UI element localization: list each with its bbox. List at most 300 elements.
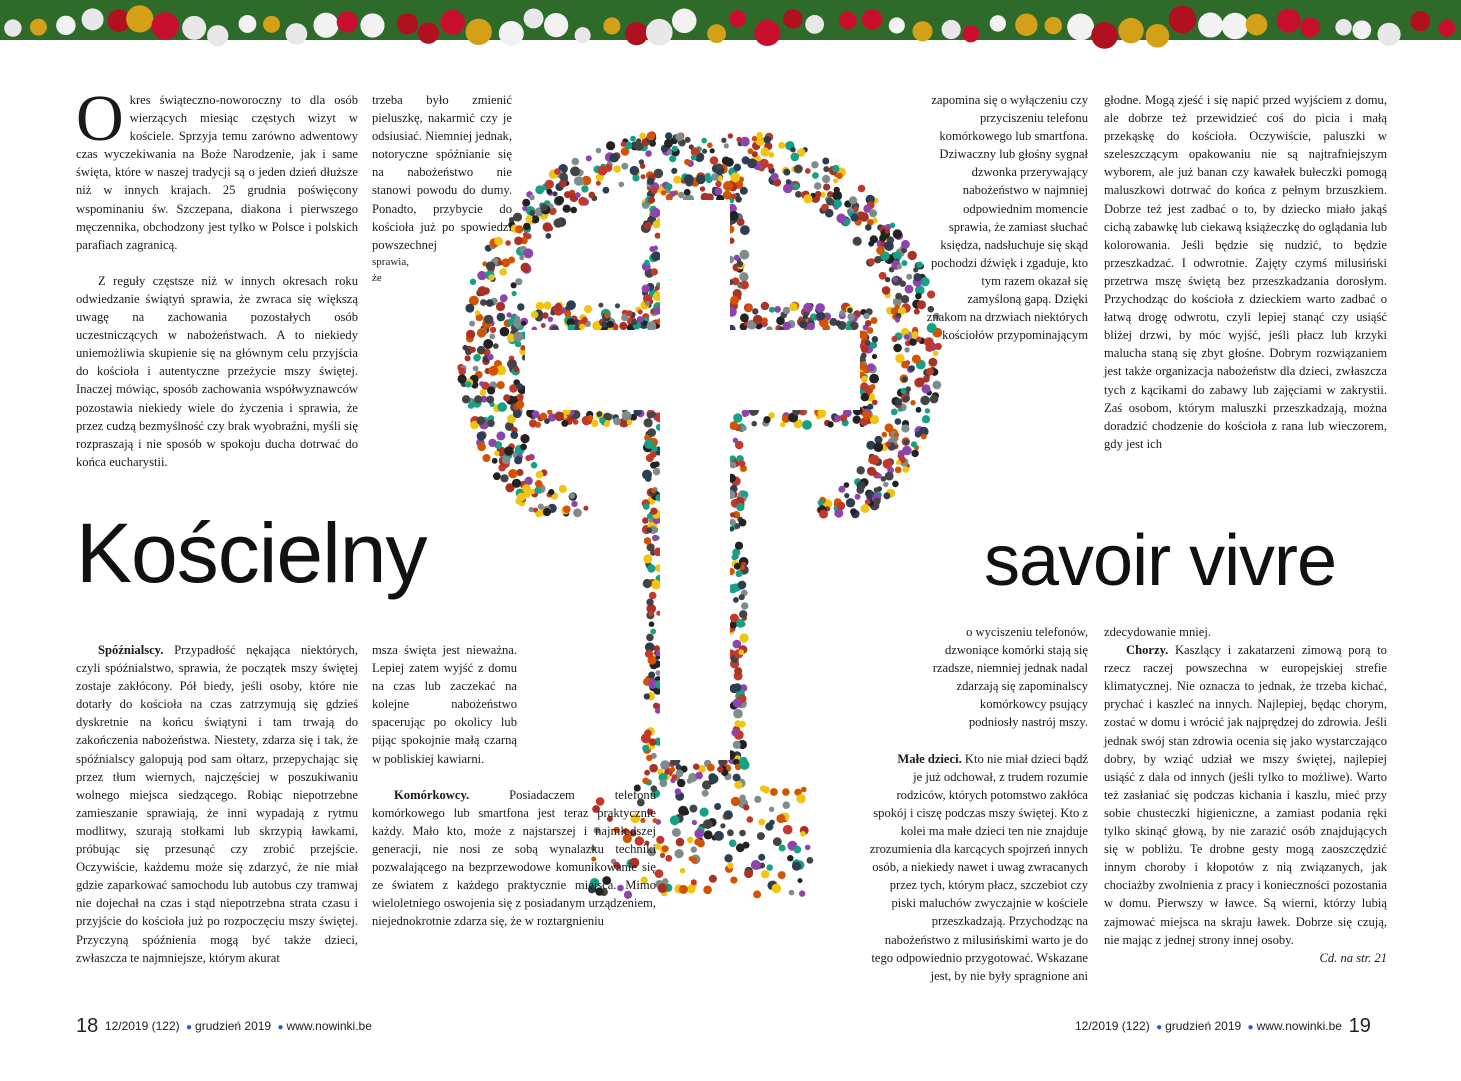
crowd-person: [774, 306, 781, 313]
crowd-person: [547, 409, 552, 414]
issue-number: 12/2019 (122): [1075, 1019, 1150, 1033]
crowd-person: [790, 147, 796, 153]
crowd-person: [587, 415, 593, 421]
crowd-person: [740, 225, 750, 235]
crowd-person: [883, 492, 890, 499]
crowd-person: [819, 510, 828, 519]
crowd-person: [517, 303, 524, 310]
crowd-person: [639, 133, 646, 140]
ornament-ball: [82, 8, 104, 30]
crowd-person: [475, 310, 480, 315]
crowd-person: [863, 411, 872, 420]
crowd-person: [920, 396, 930, 406]
crowd-person: [658, 883, 668, 893]
crowd-person: [675, 788, 682, 795]
paragraph: trzeba było zmienić pieluszkę, nakarmić czy je odsiusiać. Niemniej jednak, notoryczne spóźnianie się na nabożeństwo nie stanowi powodu do dumy. Ponadto, przybycie do kościoła już po spowiedzi powszechnej: [372, 93, 512, 252]
ornament-ball: [1246, 14, 1268, 36]
crowd-person: [751, 421, 757, 427]
crowd-person: [483, 339, 493, 349]
crowd-person: [669, 155, 676, 162]
crowd-person: [928, 358, 937, 367]
crowd-person: [792, 862, 801, 871]
crowd-person: [514, 456, 522, 464]
crowd-person: [647, 178, 654, 185]
crowd-person: [758, 854, 765, 861]
crowd-person: [727, 862, 733, 868]
crowd-person: [724, 810, 733, 819]
column-8: [1104, 623, 1387, 967]
crowd-person: [733, 774, 741, 782]
crowd-person: [694, 838, 701, 845]
crowd-person: [769, 807, 774, 812]
crowd-person: [531, 311, 538, 318]
crowd-person: [540, 413, 548, 421]
crowd-person: [744, 869, 753, 878]
crowd-person: [771, 173, 779, 181]
ornament-ball: [418, 22, 439, 43]
website-link[interactable]: www.nowinki.be: [286, 1019, 372, 1033]
crowd-person: [648, 611, 654, 617]
crowd-person: [763, 786, 770, 793]
crowd-person: [861, 393, 869, 401]
crowd-person: [783, 801, 791, 809]
crowd-person: [532, 411, 540, 419]
crowd-person: [758, 819, 765, 826]
crowd-person: [696, 175, 706, 185]
crowd-person: [789, 890, 795, 896]
column-6: [372, 641, 656, 930]
crowd-person: [933, 351, 938, 356]
crowd-person: [707, 764, 715, 772]
crowd-person: [734, 164, 742, 172]
ornament-ball: [1352, 20, 1371, 39]
crowd-person: [469, 321, 475, 327]
ornament-ball: [360, 13, 384, 37]
crowd-person: [772, 884, 781, 893]
ornament-ball: [575, 27, 591, 43]
crowd-person: [687, 778, 693, 784]
crowd-person: [896, 460, 901, 465]
crowd-person: [583, 506, 588, 511]
crowd-person: [724, 143, 729, 148]
crowd-person: [637, 316, 644, 323]
website-link[interactable]: www.nowinki.be: [1256, 1019, 1342, 1033]
crowd-person: [857, 466, 865, 474]
crowd-person: [738, 460, 745, 467]
crowd-person: [912, 355, 921, 364]
ornament-ball: [207, 25, 228, 46]
ornament-ball: [990, 15, 1006, 31]
crowd-person: [493, 343, 499, 349]
crowd-person: [741, 426, 746, 431]
crowd-person: [489, 334, 495, 340]
crowd-person: [689, 805, 697, 813]
crowd-person: [783, 825, 793, 835]
crowd-person: [901, 361, 909, 369]
crowd-person: [734, 720, 741, 727]
crowd-person: [844, 482, 850, 488]
crowd-person: [802, 420, 812, 430]
footer-left: [76, 1015, 372, 1038]
crowd-person: [497, 313, 506, 322]
crowd-person: [904, 347, 909, 352]
crowd-person: [752, 136, 758, 142]
ornament-ball: [56, 16, 75, 35]
crowd-person: [665, 132, 672, 139]
crowd-person: [736, 570, 743, 577]
crowd-person: [641, 174, 646, 179]
crowd-person: [463, 345, 469, 351]
crowd-person: [738, 581, 747, 590]
ornament-ball: [1118, 18, 1143, 43]
crowd-person: [904, 440, 910, 446]
crowd-person: [538, 504, 544, 510]
crowd-person: [598, 303, 603, 308]
crowd-person: [798, 878, 803, 883]
ornament-ball: [942, 20, 961, 39]
bullet-icon: ●: [1247, 1022, 1254, 1033]
crowd-person: [733, 709, 743, 719]
crowd-person: [548, 489, 554, 495]
ornament-ball: [239, 15, 257, 33]
crowd-person: [516, 400, 525, 409]
crowd-person: [524, 491, 531, 498]
crowd-person: [717, 766, 723, 772]
crowd-person: [673, 176, 681, 184]
crowd-person: [817, 409, 826, 418]
crowd-person: [736, 619, 745, 628]
crowd-person: [687, 885, 696, 894]
crowd-person: [651, 580, 661, 590]
crowd-person: [535, 480, 543, 488]
crowd-person: [734, 563, 741, 570]
crowd-person: [646, 527, 652, 533]
crowd-person: [731, 797, 740, 806]
crowd-person: [691, 846, 697, 852]
crowd-person: [733, 438, 738, 443]
ornament-ball: [1438, 20, 1455, 37]
crowd-person: [647, 428, 656, 437]
section-heading: Chorzy.: [1126, 643, 1169, 658]
crowd-person: [644, 418, 653, 427]
crowd-person: [477, 346, 485, 354]
issue-month: grudzień 2019: [1165, 1019, 1242, 1033]
crowd-person: [492, 458, 498, 464]
crowd-person: [529, 420, 537, 428]
crowd-person: [510, 431, 518, 439]
column-4: [1104, 91, 1387, 453]
crowd-person: [655, 286, 660, 291]
ornament-ball: [1222, 13, 1249, 40]
crowd-person: [739, 633, 748, 642]
crowd-person: [487, 386, 495, 394]
crowd-person: [874, 442, 884, 452]
crowd-person: [903, 396, 910, 403]
crowd-person: [846, 498, 855, 507]
crowd-person: [721, 138, 726, 143]
crowd-person: [642, 517, 649, 524]
ornament-ball: [1091, 22, 1118, 49]
crowd-person: [861, 376, 868, 383]
crowd-person: [787, 855, 793, 861]
crowd-person: [650, 508, 657, 515]
crowd-person: [729, 211, 739, 221]
crowd-person: [615, 303, 620, 308]
crowd-person: [465, 381, 471, 387]
issue-number: 12/2019 (122): [104, 1019, 180, 1033]
crowd-person: [893, 344, 902, 353]
paragraph: msza święta jest nieważna. Lepiej zatem wyjść z domu na czas lub zaczekać na kolejne nabożeństwo spacerując po okolicy lub pijąc spokojnie małą czarną w pobliskiej kawiarni.: [372, 643, 517, 766]
crowd-person: [579, 324, 585, 330]
crowd-person: [484, 315, 493, 324]
ornament-ball: [754, 20, 780, 46]
crowd-person: [789, 303, 797, 311]
crowd-person: [700, 186, 705, 191]
ornament-ball: [4, 19, 21, 36]
crowd-person: [555, 303, 562, 310]
crowd-person: [680, 868, 686, 874]
crowd-person: [766, 864, 773, 871]
column-3: [806, 91, 1088, 344]
crowd-person: [709, 875, 717, 883]
crowd-person: [714, 831, 724, 841]
crowd-person: [714, 803, 721, 810]
crowd-person: [702, 780, 711, 789]
crowd-person: [645, 475, 652, 482]
crowd-person: [684, 189, 691, 196]
crowd-person: [677, 779, 685, 787]
crowd-person: [752, 308, 758, 314]
ornament-ball: [1300, 18, 1320, 38]
crowd-person: [487, 420, 495, 428]
crowd-person: [655, 233, 661, 239]
crowd-person: [708, 773, 716, 781]
ornament-ball: [313, 13, 338, 38]
crowd-person: [520, 345, 525, 350]
crowd-person: [671, 168, 677, 174]
crowd-person: [477, 432, 486, 441]
crowd-person: [691, 155, 697, 161]
dropcap: O: [76, 82, 124, 155]
crowd-person: [684, 159, 690, 165]
ornament-ball: [729, 10, 746, 27]
crowd-person: [679, 885, 688, 894]
ornament-ball: [672, 9, 696, 33]
crowd-person: [891, 409, 898, 416]
crowd-person: [651, 187, 658, 194]
crowd-person: [582, 317, 588, 323]
crowd-person: [794, 846, 802, 854]
ornament-ball: [1146, 24, 1170, 48]
ornament-ball: [524, 8, 544, 28]
crowd-person: [542, 312, 549, 319]
crowd-person: [865, 499, 871, 505]
headline-right: savoir vivre: [984, 521, 1337, 601]
crowd-person: [504, 446, 514, 456]
crowd-person: [730, 512, 735, 517]
crowd-person: [855, 494, 861, 500]
crowd-person: [660, 853, 665, 858]
crowd-person: [715, 181, 721, 187]
crowd-person: [508, 469, 517, 478]
crowd-person: [751, 860, 761, 870]
crowd-person: [733, 683, 741, 691]
crowd-person: [548, 317, 553, 322]
crowd-person: [741, 602, 748, 609]
issue-month: grudzień 2019: [195, 1019, 272, 1033]
crowd-person: [703, 819, 713, 829]
crowd-person: [922, 415, 930, 423]
crowd-person: [892, 481, 899, 488]
crowd-person: [730, 296, 739, 305]
crowd-person: [474, 395, 482, 403]
crowd-person: [760, 147, 769, 156]
crowd-person: [470, 347, 476, 353]
ornament-ball: [1410, 11, 1430, 31]
crowd-person: [795, 191, 802, 198]
crowd-person: [642, 285, 650, 293]
crowd-person: [554, 412, 564, 422]
crowd-person: [462, 395, 470, 403]
crowd-person: [872, 470, 877, 475]
crowd-person: [480, 389, 486, 395]
crowd-person: [670, 191, 676, 197]
crowd-person: [651, 412, 657, 418]
crowd-person: [653, 468, 661, 476]
crowd-person: [818, 500, 824, 506]
ornament-ball: [962, 25, 979, 42]
crowd-person: [736, 137, 742, 143]
crowd-person: [675, 133, 683, 141]
crowd-person: [925, 344, 933, 352]
crowd-person: [753, 890, 761, 898]
crowd-person: [778, 871, 786, 879]
crowd-person: [702, 149, 707, 154]
crowd-person: [516, 383, 523, 390]
crowd-person: [780, 422, 785, 427]
crowd-person: [644, 222, 652, 230]
crowd-person: [473, 354, 481, 362]
crowd-person: [691, 879, 697, 885]
crowd-person: [691, 857, 697, 863]
crowd-person: [733, 698, 743, 708]
crowd-person: [493, 472, 501, 480]
crowd-person: [707, 142, 713, 148]
crowd-person: [559, 485, 567, 493]
crowd-person: [743, 842, 750, 849]
crowd-person: [738, 649, 744, 655]
crowd-person: [737, 218, 745, 226]
crowd-person: [702, 790, 709, 797]
crowd-person: [783, 307, 790, 314]
crowd-person: [910, 400, 915, 405]
headline-left: Kościelny: [76, 506, 427, 600]
crowd-person: [861, 504, 870, 513]
crowd-person: [543, 302, 551, 310]
ornament-ball: [839, 11, 857, 29]
paragraph: zapomina się o wyłączeniu czy przyciszeniu telefonu komórkowego lub smartfona. Dziwaczny lub głośny sygnał dzwonka przerywający nabożeństwo w najmniej odpowiednim momencie sprawia, że zamiast słuchać księdza, nadsłuchuje się skąd pochodzi dźwięk i zgaduje, kto tym razem okazał się zamyśloną gapą. Dzięki znakom na drzwiach niektórych kościołów przypominającym: [926, 93, 1088, 343]
footer-right: [1075, 1015, 1371, 1038]
crowd-person: [597, 411, 603, 417]
crowd-person: [692, 820, 697, 825]
crowd-person: [604, 312, 610, 318]
section-heading: Komórkowcy.: [394, 787, 470, 802]
crowd-person: [672, 828, 681, 837]
crowd-person: [800, 831, 806, 837]
crowd-person: [643, 579, 652, 588]
crowd-person: [488, 439, 496, 447]
crowd-person: [734, 667, 742, 675]
crowd-person: [737, 261, 744, 268]
crowd-person: [627, 420, 633, 426]
crowd-person: [933, 381, 942, 390]
paragraph: o wyciszeniu telefonów, dzwoniące komórki stają się rzadsze, niemniej jednak nadal zdarzają się zapominalscy komórkowcy psujący podniosły nastrój mszy.: [932, 625, 1088, 730]
crowd-person: [720, 823, 725, 828]
crowd-person: [607, 321, 614, 328]
crowd-person: [739, 272, 748, 281]
crowd-person: [670, 815, 680, 825]
crowd-person: [735, 196, 742, 203]
ornament-ball: [912, 21, 932, 41]
crowd-person: [500, 474, 508, 482]
text-fragment: że: [372, 271, 382, 284]
crowd-person: [705, 173, 711, 179]
crowd-person: [860, 382, 868, 390]
crowd-person: [694, 829, 704, 839]
ornament-ball: [466, 19, 492, 45]
crowd-person: [650, 629, 656, 635]
crowd-person: [916, 377, 925, 386]
crowd-person: [465, 304, 474, 313]
crowd-person: [639, 159, 644, 164]
crowd-person: [569, 493, 575, 499]
ornament-ball: [1169, 6, 1197, 34]
ornament-ball: [1377, 23, 1400, 46]
crowd-person: [734, 781, 742, 789]
crowd-person: [584, 305, 592, 313]
crowd-person: [670, 767, 675, 772]
crowd-person: [684, 174, 694, 184]
crowd-person: [834, 509, 843, 518]
crowd-person: [500, 294, 508, 302]
page-number: 18: [76, 1015, 99, 1037]
ornament-ball: [625, 22, 648, 45]
crowd-person: [895, 467, 902, 474]
ornament-ball: [646, 19, 673, 46]
crowd-person: [645, 301, 650, 306]
crowd-person: [783, 322, 791, 330]
crowd-person: [494, 451, 499, 456]
crowd-person: [534, 487, 541, 494]
crowd-person: [563, 506, 571, 514]
crowd-person: [543, 508, 551, 516]
crowd-person: [748, 148, 754, 154]
crowd-person: [799, 890, 805, 896]
crowd-person: [486, 299, 494, 307]
crowd-person: [571, 501, 577, 507]
ornament-ball: [182, 16, 206, 40]
ornament-ball: [440, 10, 465, 35]
crowd-person: [664, 139, 673, 148]
ornament-ball: [1015, 14, 1037, 36]
crowd-person: [653, 220, 661, 228]
column-5: [76, 641, 358, 967]
crowd-person: [916, 407, 922, 413]
paragraph: głodne. Mogą zjeść i się napić przed wyjściem z domu, ale dobrze też przewidzieć coś do picia i małą przekąskę do kościoła. Oczywiście, paluszki w szeleszczącym opakowaniu nie są najtrafniejszym wyborem, ale już banan czy kawałek bułeczki pomogą maluszkowi dotrwać do końca z pełnym brzuszkiem. Dobrze też jest zadbać o to, by dziecko miało jakąś cichą zabawkę lub ciekawą książeczkę do oglądania lub kolorowania. Jeśli będzie się nudzić, to będzie przeszkadzać. I odwrotnie. Zajęty czymś milusiński przetrwa mszę świętą bez przeszkadzania dorosłym. Przychodząc do kościoła z dzieckiem warto zadbać o łatwą drogę odwrotu, czyli lepiej stanąć czy usiąść bliżej drzwi, by móc wyjść, jeśli płacz lub krzyki malucha staną się zbyt głośne. Dobrym rozwiązaniem jest także organizacja nabożeństw dla dzieci, zwłaszcza tych z kącikami do zabawy lub zajęciami w zakrystii. Zaś osobom, którym maluszki przeszkadzają, można doradzić chodzenie do kościoła z rana lub wieczorem, gdy jest ich: [1104, 93, 1387, 451]
ornament-ball: [30, 19, 47, 36]
ornament-ball: [783, 9, 802, 28]
crowd-person: [869, 455, 879, 465]
